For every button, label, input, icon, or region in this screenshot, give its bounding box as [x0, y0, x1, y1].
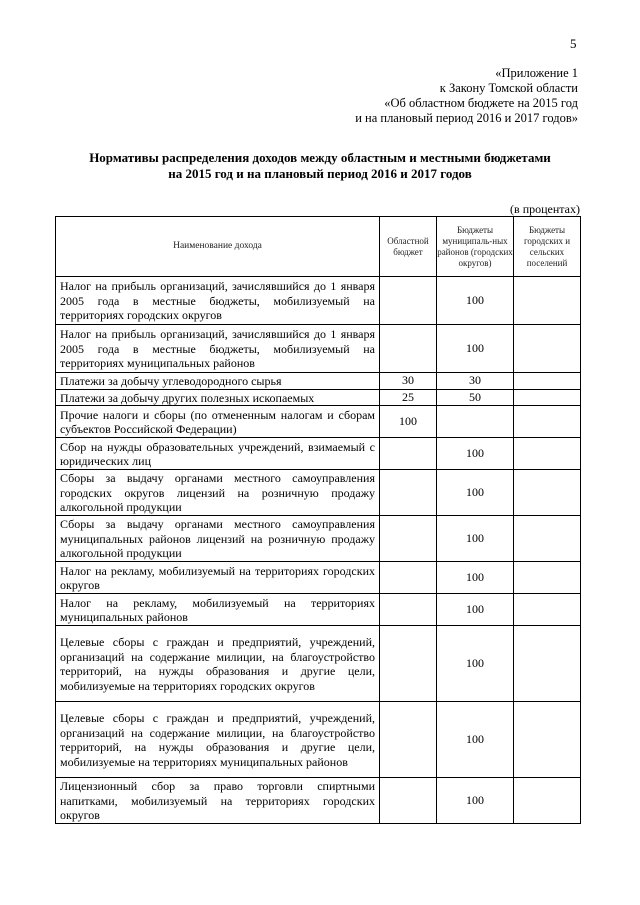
table-row: [56, 406, 581, 438]
table-row: [56, 594, 581, 626]
table-row: [56, 562, 581, 594]
municipal-value-cell: [437, 406, 514, 438]
page-number: 5: [570, 36, 577, 51]
regional-value-cell: [380, 470, 437, 516]
municipal-value-cell: 100: [437, 702, 514, 778]
regional-value-cell: 25: [380, 389, 437, 406]
municipal-value-cell: 100: [437, 438, 514, 470]
appendix-line: и на плановый период 2016 и 2017 годов»: [355, 111, 578, 125]
title-line: Нормативы распределения доходов между областным и местными бюджетами: [89, 150, 551, 165]
regional-value-cell: 30: [380, 373, 437, 390]
document-title: [62, 150, 578, 182]
unit-note: (в процентах): [510, 202, 580, 216]
table-row: [56, 470, 581, 516]
income-name-cell: Платежи за добычу других полезных ископаемых: [56, 389, 380, 406]
regional-value-cell: [380, 778, 437, 824]
income-name-cell: Налог на прибыль организаций, зачислявшийся до 1 января 2005 года в местные бюджеты, мобилизуемый на территориях муниципальных районов: [56, 325, 380, 373]
municipal-value-cell: 100: [437, 778, 514, 824]
appendix-header: [355, 66, 578, 126]
income-name-cell: Сбор на нужды образовательных учреждений, взимаемый с юридических лиц: [56, 438, 380, 470]
income-name-cell: Платежи за добычу углеводородного сырья: [56, 373, 380, 390]
regional-value-cell: [380, 516, 437, 562]
settlements-value-cell: [514, 277, 581, 325]
settlements-value-cell: [514, 373, 581, 390]
municipal-value-cell: 100: [437, 470, 514, 516]
settlements-value-cell: [514, 389, 581, 406]
table-row: [56, 389, 581, 406]
municipal-value-cell: 100: [437, 626, 514, 702]
income-name-cell: Налог на прибыль организаций, зачислявшийся до 1 января 2005 года в местные бюджеты, мобилизуемый на территориях городских округов: [56, 277, 380, 325]
appendix-line: «Приложение 1: [495, 66, 578, 80]
column-header-settlements: Бюджеты городских и сельских поселений: [514, 217, 581, 277]
income-name-cell: Сборы за выдачу органами местного самоуправления городских округов лицензий на розничную продажу алкогольной продукции: [56, 470, 380, 516]
income-name-cell: Лицензионный сбор за право торговли спиртными напитками, мобилизуемый на территориях городских округов: [56, 778, 380, 824]
table-row: [56, 325, 581, 373]
municipal-value-cell: 100: [437, 562, 514, 594]
appendix-line: к Закону Томской области: [439, 81, 578, 95]
municipal-value-cell: 100: [437, 594, 514, 626]
table-row: [56, 277, 581, 325]
table-row: [56, 373, 581, 390]
regional-value-cell: 100: [380, 406, 437, 438]
column-header-name: Наименование дохода: [56, 217, 380, 277]
settlements-value-cell: [514, 702, 581, 778]
regional-value-cell: [380, 277, 437, 325]
income-name-cell: Налог на рекламу, мобилизуемый на территориях городских округов: [56, 562, 380, 594]
settlements-value-cell: [514, 562, 581, 594]
table-row: [56, 438, 581, 470]
appendix-line: «Об областном бюджете на 2015 год: [384, 96, 578, 110]
income-name-cell: Налог на рекламу, мобилизуемый на территориях муниципальных районов: [56, 594, 380, 626]
table-row: [56, 702, 581, 778]
income-name-cell: Целевые сборы с граждан и предприятий, учреждений, организаций на содержание милиции, на благоустройство территорий, на нужды образования и другие цели, мобилизуемые на территориях городских округов: [56, 626, 380, 702]
column-header-regional: Областной бюджет: [380, 217, 437, 277]
regional-value-cell: [380, 562, 437, 594]
settlements-value-cell: [514, 406, 581, 438]
regional-value-cell: [380, 594, 437, 626]
table-row: [56, 778, 581, 824]
settlements-value-cell: [514, 594, 581, 626]
table-row: [56, 626, 581, 702]
income-name-cell: Сборы за выдачу органами местного самоуправления муниципальных районов лицензий на розничную продажу алкогольной продукции: [56, 516, 380, 562]
municipal-value-cell: 100: [437, 277, 514, 325]
column-header-municipal: Бюджеты муниципаль-ных районов (городских округов): [437, 217, 514, 277]
settlements-value-cell: [514, 778, 581, 824]
municipal-value-cell: 50: [437, 389, 514, 406]
table-header-row: [56, 217, 581, 277]
municipal-value-cell: 30: [437, 373, 514, 390]
regional-value-cell: [380, 325, 437, 373]
settlements-value-cell: [514, 626, 581, 702]
settlements-value-cell: [514, 438, 581, 470]
settlements-value-cell: [514, 516, 581, 562]
municipal-value-cell: 100: [437, 516, 514, 562]
table-row: [56, 516, 581, 562]
title-line: на 2015 год и на плановый период 2016 и 2017 годов: [168, 166, 472, 181]
municipal-value-cell: 100: [437, 325, 514, 373]
distribution-table: [55, 216, 581, 824]
income-name-cell: Целевые сборы с граждан и предприятий, учреждений, организаций на содержание милиции, на благоустройство территорий, на нужды образования и другие цели, мобилизуемые на территориях муниципальных районов: [56, 702, 380, 778]
income-name-cell: Прочие налоги и сборы (по отмененным налогам и сборам субъектов Российской Федерации): [56, 406, 380, 438]
regional-value-cell: [380, 438, 437, 470]
settlements-value-cell: [514, 470, 581, 516]
settlements-value-cell: [514, 325, 581, 373]
regional-value-cell: [380, 626, 437, 702]
regional-value-cell: [380, 702, 437, 778]
